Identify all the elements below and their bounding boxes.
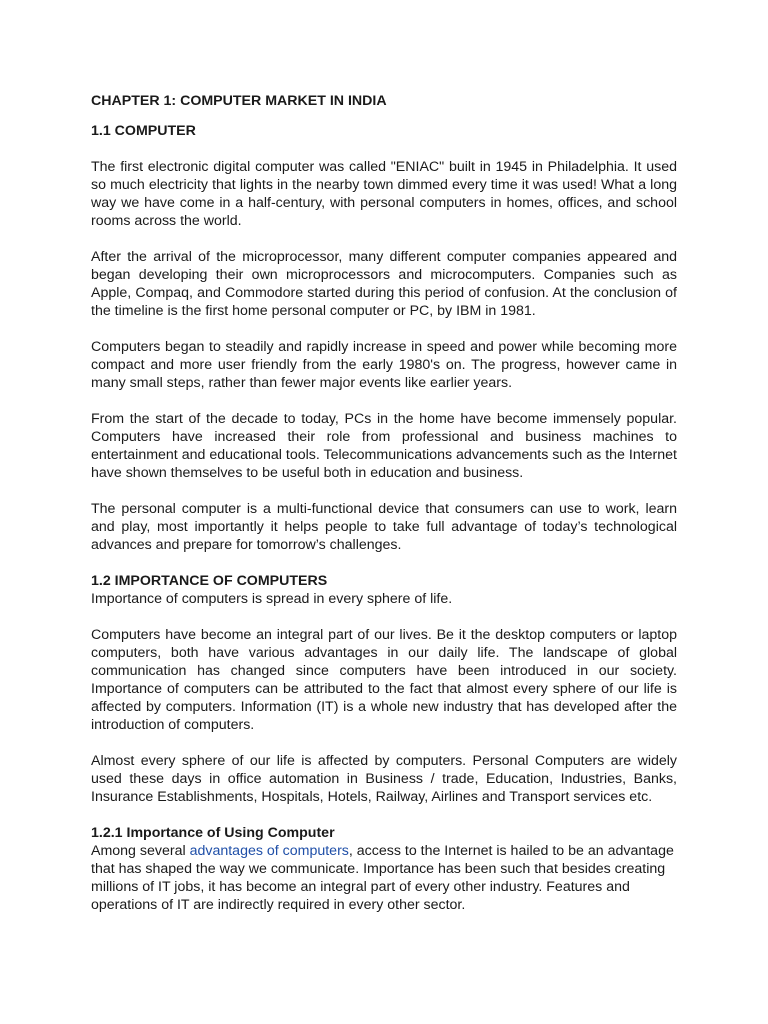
paragraph: Importance of computers is spread in every sphere of life. [91, 591, 453, 607]
section-heading-1-2: 1.2 IMPORTANCE OF COMPUTERS [91, 573, 328, 589]
paragraph-text: , access to the Internet is hailed to be an advantage that has shaped the way we communicate. Importance has been such that besides creating millions of IT jobs, it has become an integral part of every other industry. Features and operations of IT are indirectly required in every other sector. [91, 843, 674, 913]
section-heading-1-1: 1.1 COMPUTER [91, 123, 196, 139]
paragraph-with-link [91, 842, 677, 914]
paragraph: After the arrival of the microprocessor, many different computer companies appeared and began developing their own microprocessors and microcomputers. Companies such as Apple, Compaq, and Commodore started during this period of confusion. At the conclusion of the timeline is the first home personal computer or PC, by IBM in 1981. [91, 249, 677, 319]
section-heading-1-2-1: 1.2.1 Importance of Using Computer [91, 825, 335, 841]
chapter-title: CHAPTER 1: COMPUTER MARKET IN INDIA [91, 93, 387, 109]
paragraph: The personal computer is a multi-functional device that consumers can use to work, learn and play, most importantly it helps people to take full advantage of today’s technological advances and prepare for tomorrow’s challenges. [91, 501, 677, 553]
paragraph-text: Among several [91, 843, 190, 859]
paragraph: Almost every sphere of our life is affected by computers. Personal Computers are widely used these days in office automation in Business / trade, Education, Industries, Banks, Insurance Establishments, Hospitals, Hotels, Railway, Airlines and Transport services etc. [91, 753, 677, 805]
paragraph: The first electronic digital computer was called "ENIAC" built in 1945 in Philadelphia. It used so much electricity that lights in the nearby town dimmed every time it was used! What a long way we have come in a half-century, with personal computers in homes, offices, and school rooms across the world. [91, 159, 677, 229]
paragraph: Computers began to steadily and rapidly increase in speed and power while becoming more compact and more user friendly from the early 1980's on. The progress, however came in many small steps, rather than fewer major events like earlier years. [91, 339, 677, 391]
advantages-of-computers-link[interactable]: advantages of computers [189, 843, 349, 859]
paragraph: Computers have become an integral part of our lives. Be it the desktop computers or laptop computers, both have various advantages in our daily life. The landscape of global communication has changed since computers have been introduced in our society. Importance of computers can be attributed to the fact that almost every sphere of our life is affected by computers. Information (IT) is a whole new industry that has developed after the introduction of computers. [91, 627, 677, 733]
document-body [91, 92, 677, 932]
paragraph: From the start of the decade to today, PCs in the home have become immensely popular. Computers have increased their role from professional and business machines to entertainment and educational tools. Telecommunications advancements such as the Internet have shown themselves to be useful both in education and business. [91, 411, 677, 481]
